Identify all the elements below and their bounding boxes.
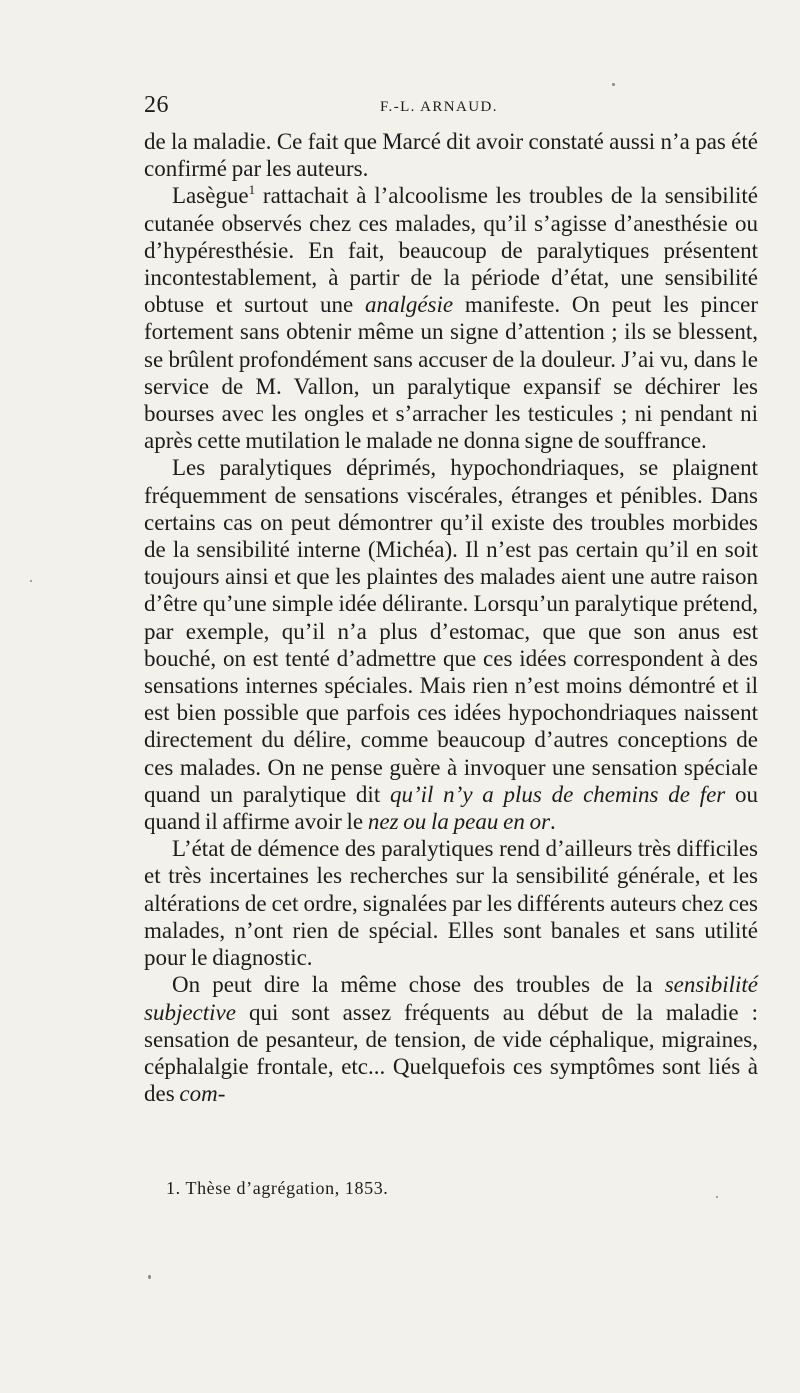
italic-phrase: sensibilité subjective — [144, 972, 758, 1025]
italic-phrase: nez ou la peau en or — [367, 809, 551, 835]
italic-phrase: com- — [179, 1081, 226, 1107]
paragraph — [144, 454, 758, 835]
body-text — [144, 128, 758, 1107]
footnote: 1. Thèse d’agrégation, 1853. — [166, 1178, 389, 1198]
paragraph — [144, 182, 758, 454]
text-run: de la maladie. Ce fait que Marcé dit avoir constaté aussi n’a pas été confirmé par les auteurs. — [144, 129, 758, 182]
text-run: manifeste. On peut les pincer fortement sans obtenir même un signe d’attention ; ils se blessent, se brûlent profondément sans accuser de la douleur. J’ai vu, dans le service de M. Vallon, un paralytique expansif se déchirer les bourses avec les ongles et s’arracher les testicules ; ni pendant ni après cette mutilation le malade ne donna signe de souffrance. — [144, 292, 758, 454]
paper-speck — [30, 580, 32, 582]
footnote-ref: 1 — [248, 182, 256, 198]
text-run: Les paralytiques déprimés, hypochondriaques, se plaignent fréquemment de sensations viscérales, étranges et pénibles. Dans certains cas on peut démontrer qu’il existe des troubles morbides de la sensibilité interne (Michéa). Il n’est pas certain qu’il en soit toujours ainsi et que les plaintes des malades aient une autre raison d’être qu’une simple idée délirante. Lorsqu’un paralytique prétend, par exemple, qu’il n’a plus d’estomac, que que son anus est bouché, on est tenté d’admettre que ces idées correspondent à des sensations internes spéciales. Mais rien n’est moins démontré et il est bien possible que parfois ces idées hypochondriaques naissent directement du délire, comme beaucoup d’autres conceptions de ces malades. On ne pense guère à invoquer une sensation spéciale quand un paralytique dit — [144, 455, 758, 807]
text-run: ou quand il affirme avoir le — [144, 781, 759, 835]
italic-phrase: qu’il n’y a plus de chemins de fer — [389, 781, 726, 807]
running-title: F.-L. ARNAUD. — [380, 99, 498, 115]
paper-speck — [716, 1196, 718, 1198]
paper-speck — [612, 83, 615, 86]
text-run: . — [550, 809, 556, 835]
text-run: Lasègue — [172, 183, 249, 209]
running-head — [144, 92, 756, 122]
italic-phrase: analgésie — [364, 292, 454, 318]
text-run: qui sont assez fréquents au début de la maladie : sensation de pesanteur, de tension, de vide céphalique, migraines, céphalalgie frontale, etc... Quelquefois ces symptômes sont liés à des — [144, 999, 758, 1107]
text-run: On peut dire la même chose des troubles de la — [172, 972, 665, 998]
page-number: 26 — [144, 92, 169, 118]
paragraph — [144, 835, 758, 971]
text-run: rattachait à l’alcoolisme les troubles de la sensibilité cutanée observés chez ces malades, qu’il s’agisse d’anesthésie ou d’hypéresthésie. En fait, beaucoup de paralytiques présentent incontestablement, à partir de la période d’état, une sensibilité obtuse et surtout une — [144, 183, 758, 318]
text-run: L’état de démence des paralytiques rend d’ailleurs très difficiles et très incertaines les recherches sur la sensibilité générale, et les altérations de cet ordre, signalées par les différents auteurs chez ces malades, n’ont rien de spécial. Elles sont banales et sans utilité pour le diagnostic. — [144, 836, 758, 971]
paragraph — [144, 971, 758, 1107]
paragraph — [144, 128, 758, 182]
paper-speck — [148, 1275, 151, 1279]
